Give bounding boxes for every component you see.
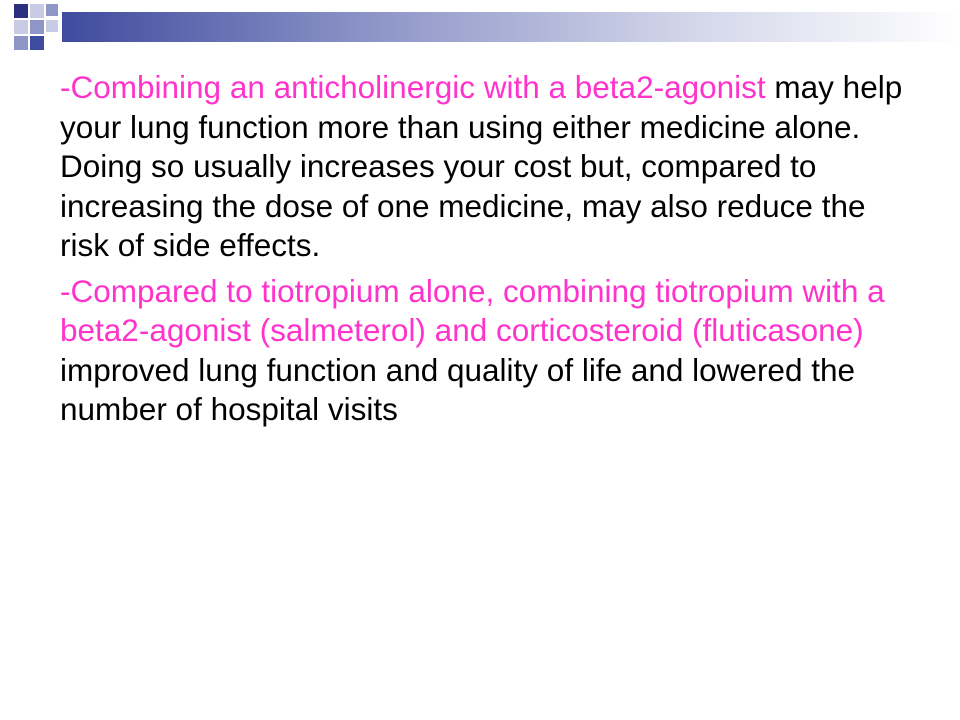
title-gradient-bar [62, 12, 960, 42]
decor-square-light [14, 20, 28, 34]
decor-square-mid [46, 4, 58, 16]
body-text: may help your lung function more than using either medicine alone. Doing so usually increases your cost but, compared to increasing the dose of one medicine, may also reduce the risk of side effects. [60, 69, 903, 263]
decor-square-dark [14, 4, 28, 18]
highlighted-text: -Combining an anticholinergic with a beta2-agonist [60, 69, 766, 105]
highlighted-text: -Compared to tiotropium alone, combining tiotropium with a beta2-agonist (salmeterol) and corticosteroid (fluticasone) [60, 272, 885, 348]
slide-body [60, 68, 920, 430]
paragraph-combination-therapy [60, 68, 920, 266]
decor-square-dark [30, 36, 44, 50]
body-text: improved lung function and quality of life and lowered the number of hospital visits [60, 351, 856, 427]
decor-square-mid [14, 36, 28, 50]
decor-square-light [46, 20, 58, 32]
decor-square-light [30, 4, 44, 18]
paragraph-tiotropium-comparison [60, 272, 920, 430]
title-decoration [0, 0, 960, 60]
decor-square-mid [30, 20, 44, 34]
